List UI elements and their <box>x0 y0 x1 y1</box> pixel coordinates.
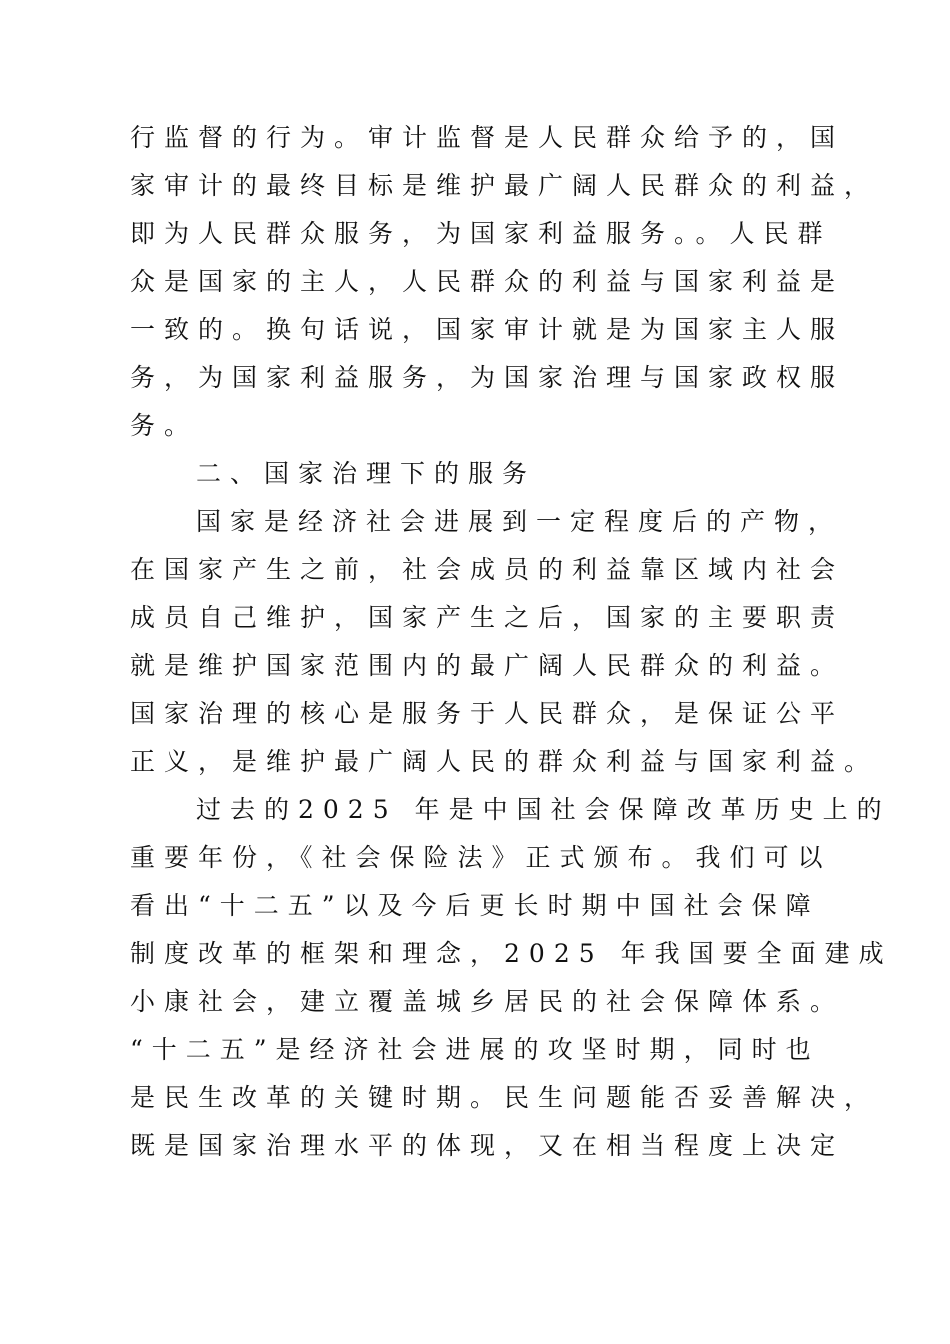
text-line-10: 在国家产生之前，社会成员的利益靠区域内社会 <box>130 555 845 584</box>
text-line-6: 务，为国家利益服务，为国家治理与国家政权服 <box>130 363 845 392</box>
text-line-19: 小康社会，建立覆盖城乡居民的社会保障体系。 <box>130 987 845 1016</box>
text-line-22: 既是国家治理水平的体现，又在相当程度上决定 <box>130 1131 845 1160</box>
section-heading: 二、国家治理下的服务 <box>196 459 537 488</box>
text-line-13: 国家治理的核心是服务于人民群众，是保证公平 <box>130 699 845 728</box>
text-line-21: 是民生改革的关键时期。民生问题能否妥善解决， <box>130 1083 879 1112</box>
text-line-1: 行监督的行为。审计监督是人民群众给予的，国 <box>130 123 845 152</box>
text-line-2: 家审计的最终目标是维护最广阔人民群众的利益， <box>130 171 879 200</box>
text-line-16: 重要年份，《社会保险法》正式颁布。我们可以 <box>130 843 832 872</box>
text-line-14: 正义，是维护最广阔人民的群众利益与国家利益。 <box>130 747 879 776</box>
text-line-15: 过去的2025 年是中国社会保障改革历史上的 <box>196 795 891 824</box>
text-line-20: “十二五”是经济社会进展的攻坚时期，同时也 <box>130 1035 820 1064</box>
text-line-11: 成员自己维护，国家产生之后，国家的主要职责 <box>130 603 845 632</box>
text-line-9: 国家是经济社会进展到一定程度后的产物， <box>196 507 843 536</box>
text-line-17: 看出“十二五”以及今后更长时期中国社会保障 <box>130 891 820 920</box>
text-line-4: 众是国家的主人，人民群众的利益与国家利益是 <box>130 267 845 296</box>
text-line-3: 即为人民群众服务，为国家利益服务。。人民群 <box>130 219 832 248</box>
text-line-12: 就是维护国家范围内的最广阔人民群众的利益。 <box>130 651 845 680</box>
text-line-7: 务。 <box>130 411 199 440</box>
text-line-18: 制度改革的框架和理念，2025 年我国要全面建成 <box>130 939 893 968</box>
text-line-5: 一致的。换句话说，国家审计就是为国家主人服 <box>130 315 845 344</box>
